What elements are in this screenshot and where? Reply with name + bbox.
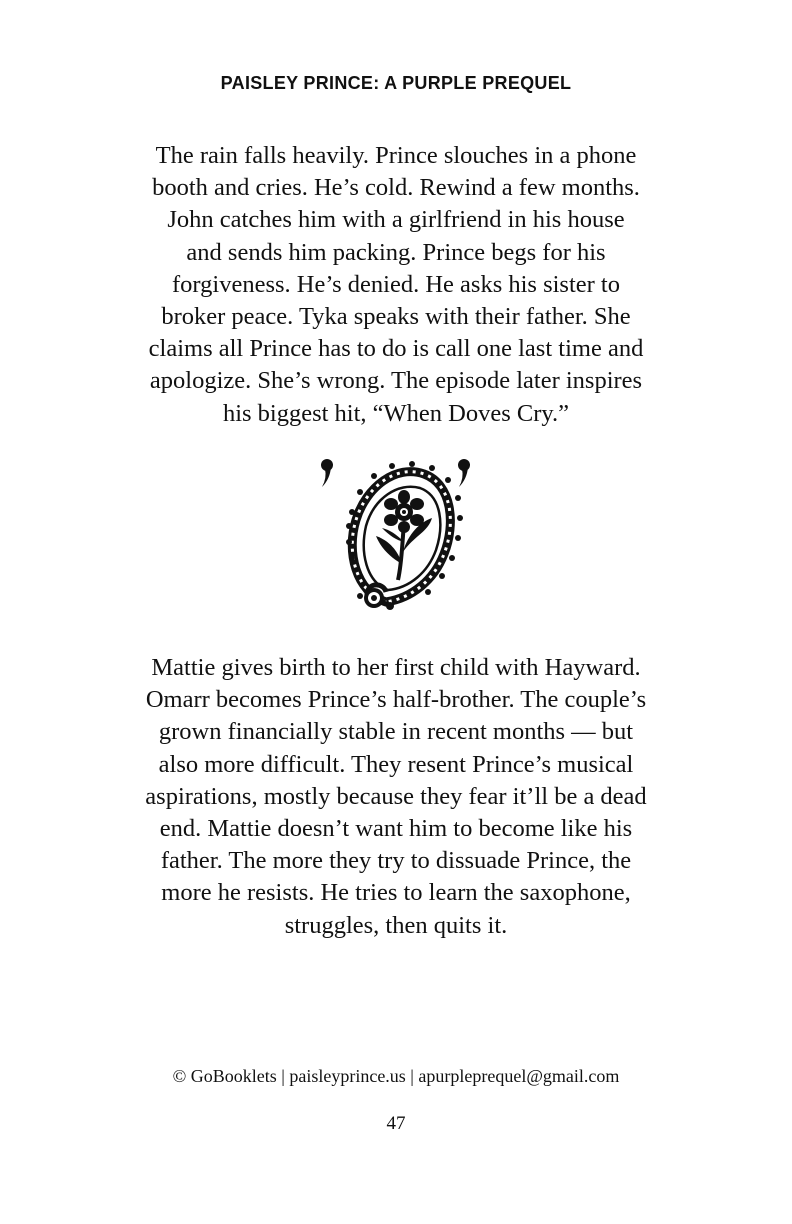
running-header: PAISLEY PRINCE: A PURPLE PREQUEL (220, 73, 572, 93)
text-line: Omarr becomes Prince’s half-brother. The couple’s (145, 686, 647, 714)
text-line: The rain falls heavily. Prince slouches in a phone (155, 142, 637, 169)
text-line: father. The more they try to dissuade Prince, the (160, 847, 632, 875)
page-number: 47 (386, 1113, 406, 1134)
paisley-flower-ornament-icon (316, 452, 476, 616)
text-line: aspirations, mostly because they fear it’ll be a dead (145, 782, 647, 810)
copyright-footer: © GoBooklets | paisleyprince.us | apurpleprequel@gmail.com (172, 1066, 620, 1086)
text-line: struggles, then quits it. (284, 911, 508, 939)
text-line: his biggest hit, “When Doves Cry.” (222, 399, 570, 427)
text-line: grown financially stable in recent months — but (158, 718, 634, 746)
text-line: broker peace. Tyka speaks with their father. She (161, 303, 631, 331)
body-paragraph-2 (120, 652, 672, 942)
text-line: more he resists. He tries to learn the saxophone, (161, 879, 631, 907)
body-paragraph-1 (120, 140, 672, 430)
text-line: Mattie gives birth to her first child with Hayward. (151, 654, 641, 681)
text-line: apologize. She’s wrong. The episode later inspires (149, 367, 643, 395)
text-line: forgiveness. He’s denied. He asks his sister to (172, 270, 620, 298)
text-line: John catches him with a girlfriend in his house (167, 206, 625, 234)
text-line: also more difficult. They resent Prince’s musical (158, 750, 634, 778)
text-line: booth and cries. He’s cold. Rewind a few months. (152, 174, 640, 202)
text-line: and sends him packing. Prince begs for his (186, 238, 606, 266)
text-line: end. Mattie doesn’t want him to become like his (159, 815, 633, 843)
text-line: claims all Prince has to do is call one last time and (148, 335, 644, 363)
